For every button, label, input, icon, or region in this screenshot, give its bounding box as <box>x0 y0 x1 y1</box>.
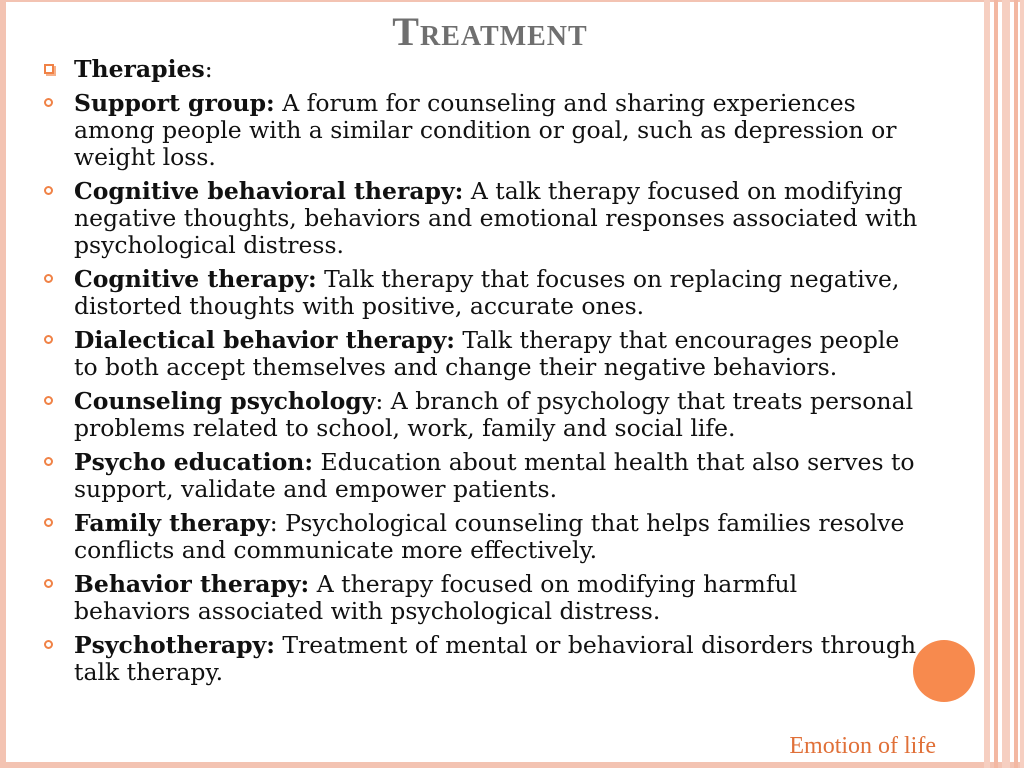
right-border-stripe <box>994 0 998 768</box>
right-border-stripe <box>1014 0 1018 768</box>
item-description: Treatment of mental or behavioral disorders through talk therapy. <box>74 631 917 686</box>
square-bullet-icon <box>44 64 54 74</box>
item-description: Talk therapy that focuses on replacing negative, distorted thoughts with positive, accurate ones. <box>74 265 900 320</box>
circle-bullet-icon <box>44 640 53 649</box>
circle-bullet-icon <box>44 396 53 405</box>
item-term: Behavior therapy: <box>74 570 310 598</box>
list-item-counseling-psychology <box>40 388 920 442</box>
list-item-support-group <box>40 90 920 171</box>
item-separator: : <box>204 55 213 83</box>
item-description: Psychological counseling that helps families resolve conflicts and communicate more effectively. <box>74 509 905 564</box>
circle-bullet-icon <box>44 518 53 527</box>
right-border-stripe <box>1020 0 1024 768</box>
circle-bullet-icon <box>44 98 53 107</box>
list-item-dbt <box>40 327 920 381</box>
item-term: Counseling psychology <box>74 387 376 415</box>
item-description: A forum for counseling and sharing experiences among people with a similar condition or goal, such as depression or weight loss. <box>74 89 897 171</box>
list-item-psycho-education <box>40 449 920 503</box>
item-separator: : <box>375 387 391 415</box>
item-term: Cognitive therapy: <box>74 265 317 293</box>
list-item-behavior-therapy <box>40 571 920 625</box>
item-term: Therapies <box>74 55 205 83</box>
item-term: Psycho education: <box>74 448 314 476</box>
item-separator <box>463 177 470 205</box>
item-separator <box>309 570 316 598</box>
circle-bullet-icon <box>44 457 53 466</box>
item-term: Family therapy <box>74 509 270 537</box>
right-border-stripe <box>1002 0 1010 768</box>
list-item-cbt <box>40 178 920 259</box>
list-item-psychotherapy <box>40 632 920 686</box>
list-item-therapies <box>40 56 920 83</box>
slide-footer: Emotion of life <box>789 733 936 759</box>
right-border-stripe <box>984 0 990 768</box>
circle-bullet-icon <box>44 335 53 344</box>
item-description: A therapy focused on modifying harmful behaviors associated with psychological distress. <box>74 570 798 625</box>
item-separator: : <box>269 509 286 537</box>
list-item-family-therapy <box>40 510 920 564</box>
item-description: A branch of psychology that treats personal problems related to school, work, family and social life. <box>74 387 914 442</box>
item-description: A talk therapy focused on modifying negative thoughts, behaviors and emotional responses associated with psychological distress. <box>74 177 918 259</box>
item-separator <box>313 448 320 476</box>
bullet-list <box>40 56 920 693</box>
decorative-circle-icon <box>913 640 975 702</box>
item-term: Dialectical behavior therapy: <box>74 326 455 354</box>
item-description: Education about mental health that also serves to support, validate and empower patients. <box>74 448 915 503</box>
item-term: Support group: <box>74 89 275 117</box>
circle-bullet-icon <box>44 274 53 283</box>
circle-bullet-icon <box>44 579 53 588</box>
item-term: Cognitive behavioral therapy: <box>74 177 464 205</box>
circle-bullet-icon <box>44 186 53 195</box>
list-item-cognitive-therapy <box>40 266 920 320</box>
item-term: Psychotherapy: <box>74 631 275 659</box>
slide-title: Treatment <box>392 9 588 54</box>
item-description: Talk therapy that encourages people to both accept themselves and change their negative behaviors. <box>74 326 900 381</box>
